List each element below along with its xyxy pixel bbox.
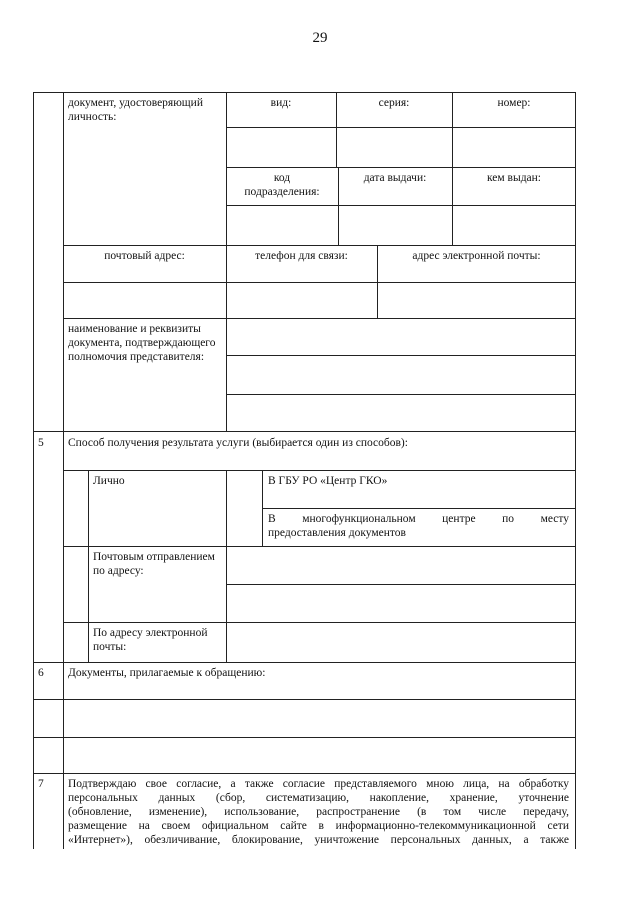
row-divider bbox=[226, 584, 576, 585]
col-divider bbox=[226, 470, 227, 662]
issue-date-label: дата выдачи: bbox=[363, 172, 427, 184]
doc-number-label: номер: bbox=[497, 97, 531, 109]
row-divider bbox=[63, 282, 576, 283]
row-divider bbox=[262, 508, 576, 509]
row-divider bbox=[226, 394, 576, 395]
table-left-border bbox=[33, 92, 34, 849]
consent-text-line: размещение на своем официальном сайте в информационно-телекоммуникационной сети bbox=[68, 820, 569, 832]
row-divider bbox=[226, 355, 576, 356]
col-divider bbox=[226, 92, 227, 245]
row-divider bbox=[63, 546, 576, 547]
postal-address-label: почтовый адрес: bbox=[104, 250, 185, 262]
row-divider bbox=[33, 92, 576, 93]
row-divider bbox=[226, 205, 576, 206]
doc-type-label: вид: bbox=[270, 97, 292, 109]
in-person-label: Лично bbox=[93, 475, 125, 487]
postal-delivery-label: Почтовым отправлением по адресу: bbox=[93, 551, 215, 577]
row-number: 6 bbox=[38, 667, 44, 679]
row-divider bbox=[226, 167, 576, 168]
row-number: 7 bbox=[38, 778, 44, 790]
row-divider bbox=[63, 470, 576, 471]
representative-doc-label: наименование и реквизиты документа, подтверждающего полномочия представителя: bbox=[68, 323, 216, 363]
row-number: 5 bbox=[38, 437, 44, 449]
phone-label: телефон для связи: bbox=[255, 250, 348, 262]
doc-series-label: серия: bbox=[378, 97, 410, 109]
col-divider bbox=[226, 318, 227, 431]
row-divider bbox=[63, 622, 576, 623]
mfc-option-line1: В многофункциональном центре по месту bbox=[268, 513, 569, 525]
email-delivery-label: По адресу электронной почты: bbox=[93, 627, 208, 653]
dept-code-label: код подразделения: bbox=[244, 172, 320, 198]
attached-docs-title: Документы, прилагаемые к обращению: bbox=[68, 667, 266, 679]
issued-by-label: кем выдан: bbox=[486, 172, 542, 184]
consent-text-line: Подтверждаю свое согласие, а также согласие представляемого мною лица, на обработку bbox=[68, 778, 569, 790]
row-divider bbox=[63, 318, 576, 319]
email-label: адрес электронной почты: bbox=[412, 250, 541, 262]
row-divider bbox=[33, 699, 576, 700]
consent-text-line: персональных данных (сбор, систематизацию, накопление, хранение, уточнение bbox=[68, 792, 569, 804]
identity-doc-label: документ, удостоверяющий личность: bbox=[68, 97, 203, 123]
row-divider bbox=[33, 773, 576, 774]
page-number: 29 bbox=[312, 30, 328, 46]
row-divider bbox=[226, 127, 576, 128]
consent-text-line: «Интернет»), обезличивание, блокирование, уничтожение персональных данных, а также bbox=[68, 834, 569, 846]
row-divider bbox=[33, 431, 576, 432]
row-divider bbox=[63, 245, 576, 246]
col-divider bbox=[452, 92, 453, 245]
mfc-option-line2: предоставления документов bbox=[268, 527, 406, 539]
col-divider bbox=[88, 470, 89, 662]
row-divider bbox=[33, 662, 576, 663]
consent-text-line: (обновление, изменение), использование, распространение (в том числе передачу, bbox=[68, 806, 569, 818]
delivery-method-title: Способ получения результата услуги (выбирается один из способов): bbox=[68, 437, 408, 449]
row-divider bbox=[33, 737, 576, 738]
gbu-option: В ГБУ РО «Центр ГКО» bbox=[268, 475, 388, 487]
